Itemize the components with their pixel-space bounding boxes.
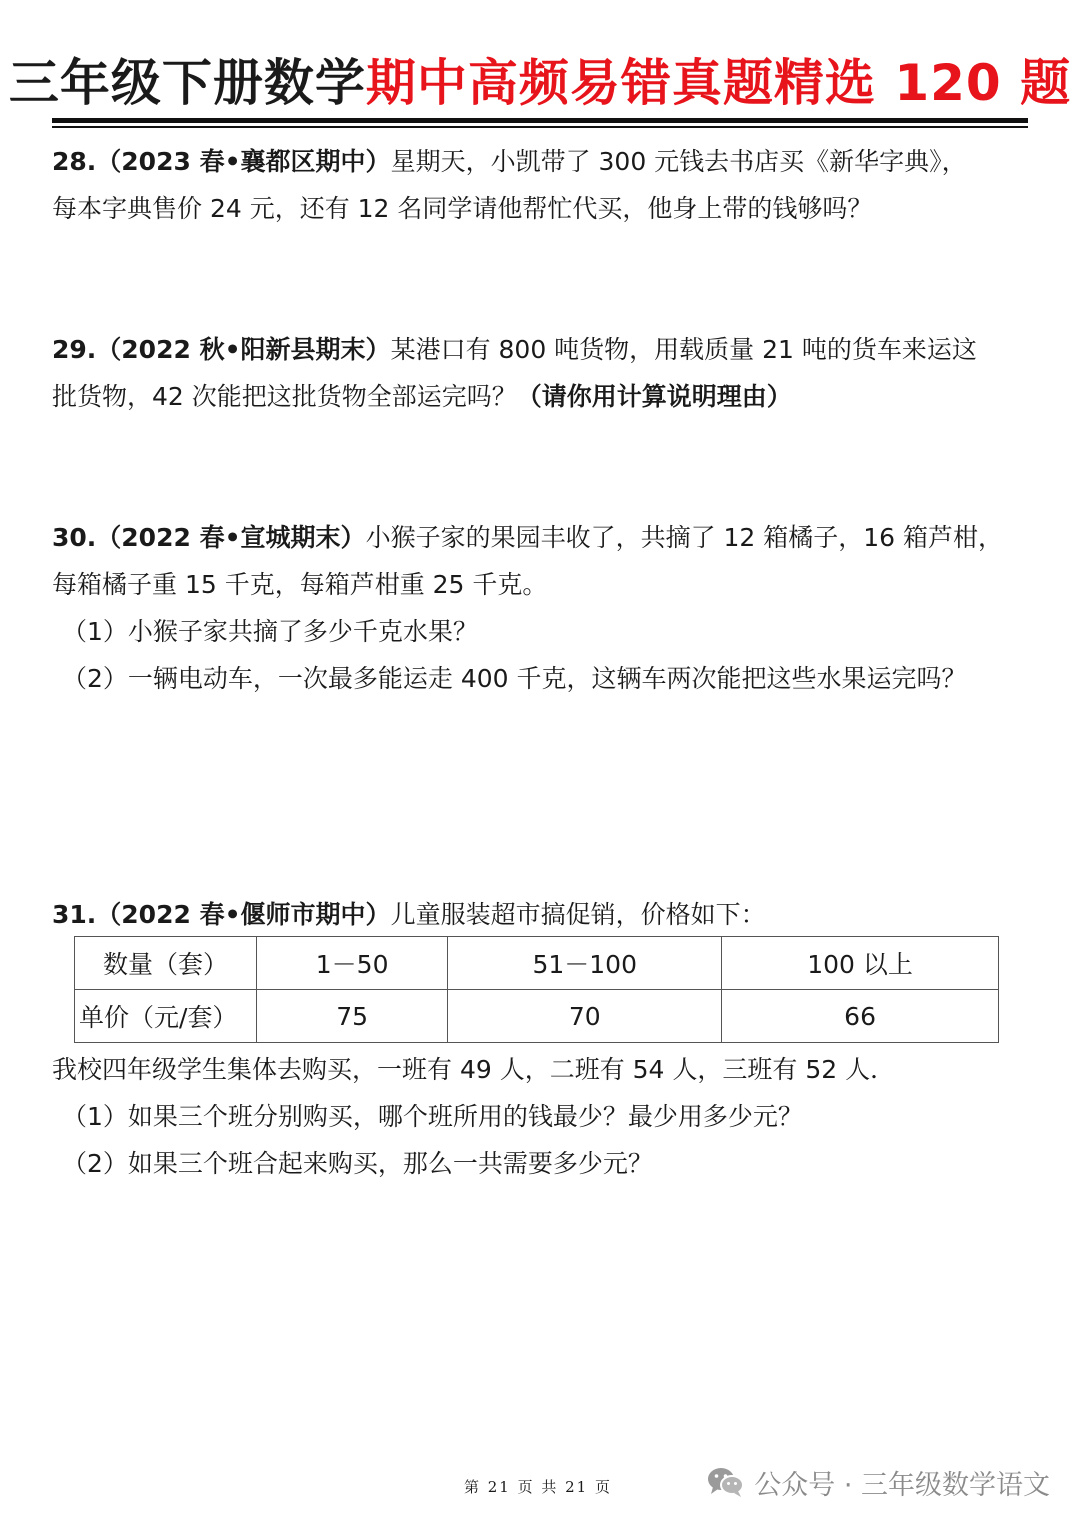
- q29-line2-bold: （请你用计算说明理由）: [516, 382, 792, 411]
- price-table: [74, 936, 999, 1043]
- q30-sub1: （1）小猴子家共摘了多少千克水果？: [62, 617, 478, 646]
- question-31: [52, 891, 1042, 938]
- title-rule-thin: [52, 126, 1028, 128]
- q28-source: 28.（2023 春•襄都区期中）: [52, 147, 391, 176]
- q31-sub2: （2）如果三个班合起来购买，那么一共需要多少元？: [62, 1149, 653, 1178]
- wechat-icon: [706, 1465, 746, 1499]
- q29-line2: 批货物，42 次能把这批货物全部运完吗？: [52, 382, 517, 411]
- table-cell: 66: [722, 990, 999, 1043]
- question-31-continued: [52, 1046, 1042, 1187]
- table-cell: 51－100: [448, 937, 722, 990]
- q31-sub1: （1）如果三个班分别购买，哪个班所用的钱最少？最少用多少元？: [62, 1102, 803, 1131]
- q29-line1: 某港口有 800 吨货物，用载质量 21 吨的货车来运这: [390, 335, 977, 364]
- q30-line1: 小猴子家的果园丰收了，共摘了 12 箱橘子，16 箱芦柑，: [365, 523, 1004, 552]
- q31-line2: 我校四年级学生集体去购买，一班有 49 人，二班有 54 人，三班有 52 人．: [52, 1055, 896, 1084]
- table-cell: 70: [448, 990, 722, 1043]
- table-cell: 1－50: [257, 937, 448, 990]
- table-cell: 单价（元/套）: [75, 990, 257, 1043]
- title-rule-thick: [52, 118, 1028, 123]
- q31-source: 31.（2022 春•偃师市期中）: [52, 900, 391, 929]
- question-29: [52, 326, 1042, 420]
- q29-source: 29.（2022 秋•阳新县期末）: [52, 335, 391, 364]
- page-title: [0, 54, 1080, 112]
- title-red: 期中高频易错真题精选 120 题: [365, 54, 1072, 112]
- watermark-text: 公众号 · 三年级数学语文: [754, 1469, 1050, 1501]
- table-row: [75, 937, 999, 990]
- q28-line2: 每本字典售价 24 元，还有 12 名同学请他帮忙代买，他身上带的钱够吗？: [52, 194, 873, 223]
- title-black: 三年级下册数学: [8, 54, 366, 112]
- q30-sub2: （2）一辆电动车，一次最多能运走 400 千克，这辆车两次能把这些水果运完吗？: [62, 664, 967, 693]
- question-28: [52, 138, 1042, 232]
- q30-source: 30.（2022 春•宣城期末）: [52, 523, 366, 552]
- table-cell: 75: [257, 990, 448, 1043]
- q28-line1: 星期天，小凯带了 300 元钱去书店买《新华字典》，: [390, 147, 967, 176]
- table-cell: 100 以上: [722, 937, 999, 990]
- table-cell: 数量（套）: [75, 937, 257, 990]
- watermark: [706, 1462, 1050, 1502]
- table-row: [75, 990, 999, 1043]
- page-number: 第 21 页 共 21 页: [463, 1478, 612, 1496]
- question-30: [52, 514, 1042, 702]
- q31-line1: 儿童服装超市搞促销，价格如下：: [390, 900, 766, 929]
- q30-line2: 每箱橘子重 15 千克，每箱芦柑重 25 千克。: [52, 570, 548, 599]
